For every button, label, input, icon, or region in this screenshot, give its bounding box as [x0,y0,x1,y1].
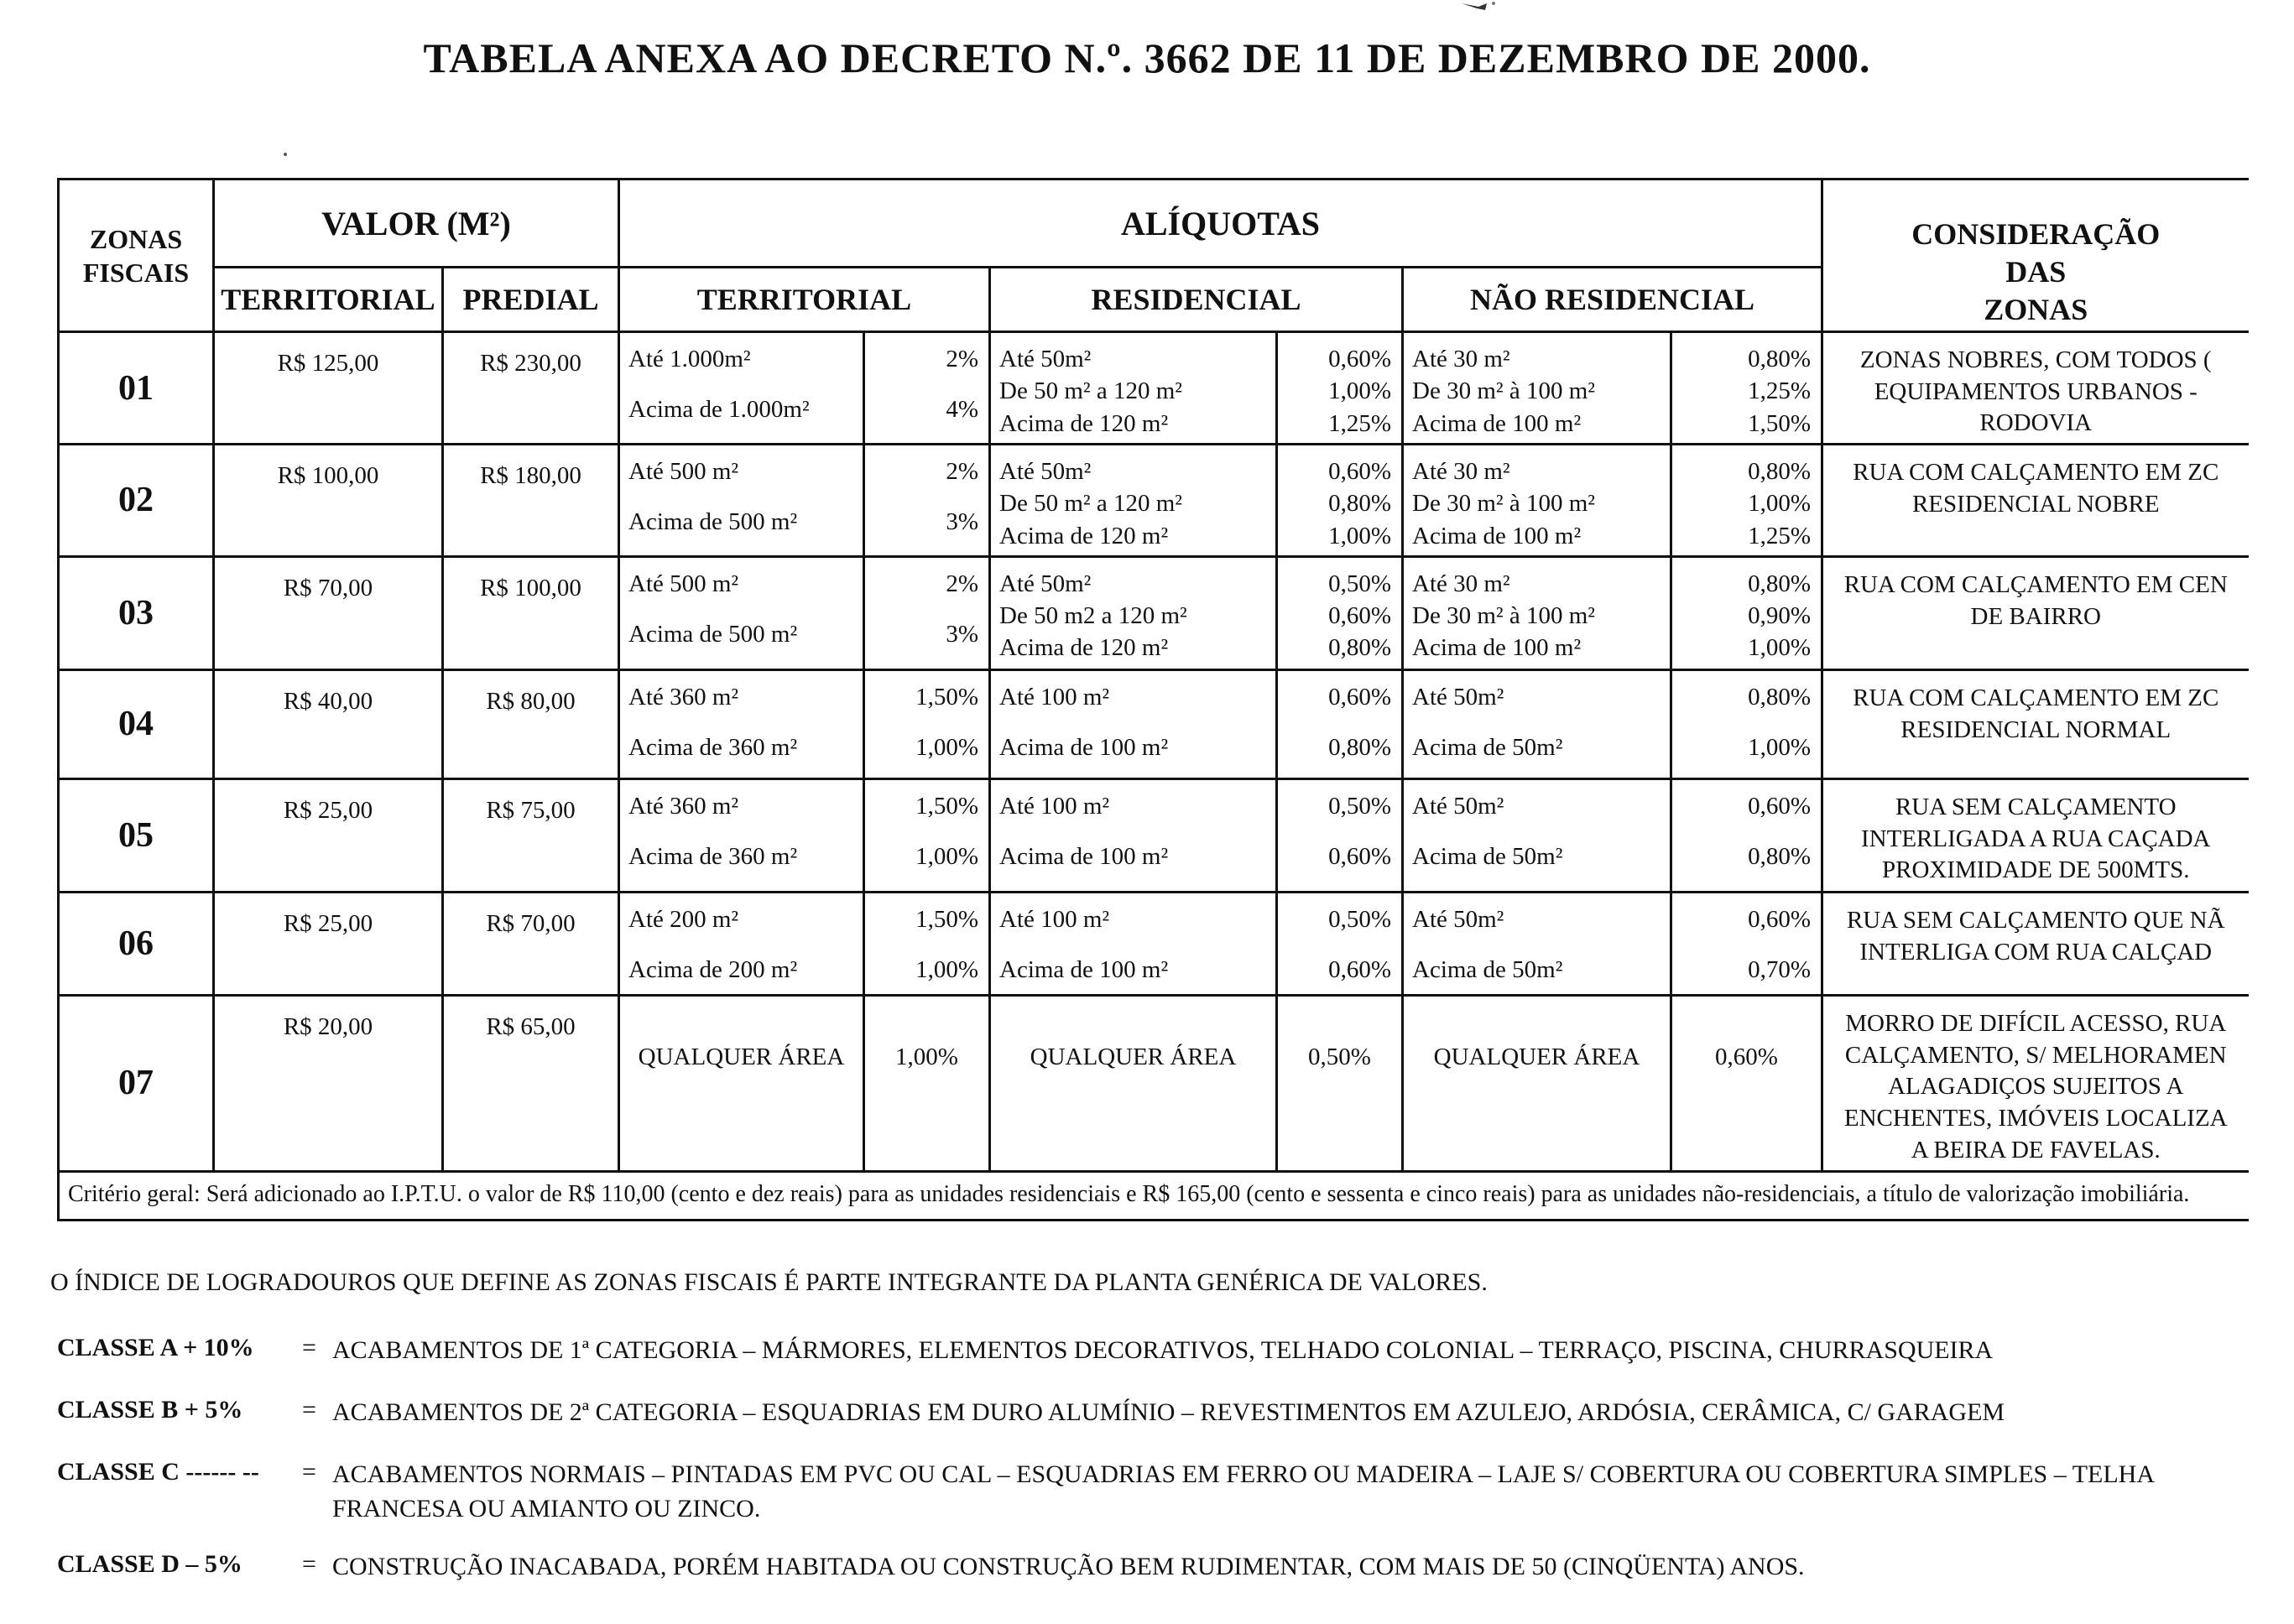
aliq-territorial-limits-line: Até 500 m² [628,570,739,597]
aliq-territorial-limits-line: Acima de 360 m² [628,843,798,871]
valor-predial-cell: R$ 70,00 [443,892,619,995]
aliq-nao-residencial-limits-line: Até 30 m² [1412,570,1510,597]
aliq-residencial-pcts-line: 0,60% [1328,683,1391,710]
aliq-nao-residencial-pcts [1671,445,1822,557]
aliq-residencial-limits [990,445,1277,557]
aliq-nao-residencial-limits [1403,778,1671,892]
consideracao-line: RODOVIA [1979,409,2093,437]
header-aliq-territorial: TERRITORIAL [619,268,990,332]
header-zonas-fiscais [59,180,214,332]
table-row-zona-06 [59,892,2249,995]
consideracao-line: MORRO DE DIFÍCIL ACESSO, RUA [1845,1009,2227,1037]
aliq-territorial-limits [619,778,864,892]
aliq-residencial-pct: 0,50% [1277,995,1403,1171]
aliq-territorial-pcts-line: 1,50% [915,905,978,933]
aliq-residencial-limits-line: Acima de 100 m² [999,734,1169,762]
valor-territorial-cell: R$ 70,00 [214,556,443,669]
header-consideracao-line1: CONSIDERAÇÃO [1911,217,2161,251]
aliq-residencial-limits-line: Até 100 m² [999,683,1110,710]
aliq-residencial-limits-line: Até 50m² [999,458,1092,486]
valor-predial-cell: R$ 80,00 [443,669,619,778]
table-body [59,332,2249,1172]
zona-number: 07 [59,995,214,1171]
aliq-nao-residencial-pcts [1671,556,1822,669]
consideracao-line: CALÇAMENTO, S/ MELHORAMEN [1844,1041,2227,1069]
header-valor: VALOR (M²) [214,180,619,268]
tax-table [57,178,2249,1221]
valor-predial-cell: R$ 180,00 [443,445,619,557]
classe-b-equals: = [302,1396,316,1424]
aliq-nao-residencial-pcts-line: 0,90% [1748,602,1811,630]
consideracao-line: EQUIPAMENTOS URBANOS - [1874,377,2198,405]
valor-predial-cell: R$ 75,00 [443,778,619,892]
classe-c-label: CLASSE C ------ -- [57,1458,259,1486]
classe-d-label: CLASSE D – 5% [57,1550,242,1578]
aliq-territorial-limits-line: Até 360 m² [628,792,739,820]
aliq-residencial-limits-line: Acima de 120 m² [999,409,1169,437]
aliq-territorial-limits-line: Até 500 m² [628,458,739,486]
header-consideracao-line2: DAS [2005,255,2067,289]
aliq-nao-residencial-pcts-line: 0,80% [1748,683,1811,710]
classe-b-row [57,1396,2255,1430]
aliq-nao-residencial-pcts-line: 1,25% [1748,522,1811,549]
zona-number: 04 [59,669,214,778]
aliq-residencial-pcts-line: 1,00% [1328,522,1391,549]
aliq-residencial-pcts-line: 0,60% [1328,843,1391,871]
aliq-territorial-limits-line: Acima de 500 m² [628,621,798,648]
aliq-nao-residencial-limits-line: Acima de 50m² [1412,734,1563,762]
aliq-territorial-pcts [864,556,990,669]
classe-d-text: CONSTRUÇÃO INACABADA, PORÉM HABITADA OU CONSTRUÇÃO BEM RUDIMENTAR, COM MAIS DE 50 (CINQÜENTA) ANOS. [332,1553,1805,1580]
consideracao-line: RUA SEM CALÇAMENTO [1895,793,2177,820]
aliq-residencial-pcts [1277,332,1403,445]
aliq-territorial-limits-line: Até 360 m² [628,683,739,710]
valor-predial-cell: R$ 100,00 [443,556,619,669]
aliq-territorial-pct: 1,00% [864,995,990,1171]
aliq-residencial-limits-line: De 50 m2 a 120 m² [999,602,1187,630]
aliq-residencial-pcts-line: 0,60% [1328,956,1391,984]
aliq-nao-residencial-limits-line: Até 50m² [1412,683,1504,710]
aliq-residencial-pcts [1277,445,1403,557]
aliq-territorial-limits-line: Acima de 200 m² [628,956,798,984]
aliq-nao-residencial-area: QUALQUER ÁREA [1403,995,1671,1171]
aliq-residencial-limits-line: Até 50m² [999,346,1092,372]
aliq-residencial-limits-line: Acima de 120 m² [999,634,1169,662]
table-row-zona-01 [59,332,2249,445]
aliq-territorial-pcts-line: 1,00% [915,956,978,984]
consideracao-cell [1822,995,2249,1171]
classe-d-equals: = [302,1550,316,1578]
header-aliq-residencial: RESIDENCIAL [990,268,1403,332]
aliq-territorial-pcts [864,669,990,778]
consideracao-cell [1822,556,2249,669]
aliq-territorial-pcts-line: 2% [946,458,978,486]
aliq-territorial-limits [619,445,864,557]
table-row-zona-04 [59,669,2249,778]
aliq-territorial-area: QUALQUER ÁREA [619,995,864,1171]
header-consideracao [1822,180,2249,332]
consideracao-line: RUA COM CALÇAMENTO EM ZC [1853,459,2219,487]
consideracao-line: RUA COM CALÇAMENTO EM CEN [1843,570,2228,598]
aliq-residencial-pcts-line: 1,00% [1328,377,1391,405]
zona-number: 05 [59,778,214,892]
aliq-nao-residencial-pcts [1671,778,1822,892]
table-row-zona-05 [59,778,2249,892]
aliq-territorial-limits [619,892,864,995]
valor-territorial-cell: R$ 25,00 [214,892,443,995]
aliq-residencial-pcts-line: 0,50% [1328,570,1391,597]
aliq-residencial-limits [990,556,1277,669]
aliq-residencial-pcts [1277,669,1403,778]
aliq-nao-residencial-pcts-line: 1,25% [1748,377,1811,405]
valor-predial-cell: R$ 65,00 [443,995,619,1171]
classe-c-text: ACABAMENTOS NORMAIS – PINTADAS EM PVC OU CAL – ESQUADRIAS EM FERRO OU MADEIRA – LAJE S/ COBERTURA OU COBERTURA SIMPLES – TELHA FRANCESA OU AMIANTO OU ZINCO. [332,1460,2154,1522]
aliq-residencial-limits [990,332,1277,445]
classe-a-text: ACABAMENTOS DE 1ª CATEGORIA – MÁRMORES, ELEMENTOS DECORATIVOS, TELHADO COLONIAL – TERRAÇO, PISCINA, CHURRASQUEIRA [332,1336,1994,1364]
aliq-residencial-pcts [1277,892,1403,995]
header-consideracao-line3: ZONAS [1984,293,2088,326]
aliq-territorial-limits [619,332,864,445]
table-row-zona-02 [59,445,2249,557]
header-zonas-line1: ZONAS [89,223,183,254]
classe-c-equals: = [302,1458,316,1486]
criterio-geral: Critério geral: Será adicionado ao I.P.T.U. o valor de R$ 110,00 (cento e dez reais) para as unidades residenciais e R$ 165,00 (cento e sessenta e cinco reais) para as unidades não-residenciais, a título de valorização imobiliária. [59,1171,2249,1220]
aliq-nao-residencial-limits-line: Acima de 100 m² [1412,522,1582,549]
consideracao-line: INTERLIGADA A RUA CAÇADA [1861,825,2211,852]
classe-a-label: CLASSE A + 10% [57,1334,254,1361]
aliq-nao-residencial-pcts [1671,332,1822,445]
aliq-nao-residencial-pcts-line: 1,00% [1748,490,1811,518]
valor-territorial-cell: R$ 20,00 [214,995,443,1171]
aliq-territorial-limits [619,556,864,669]
aliq-nao-residencial-pcts-line: 0,80% [1748,458,1811,486]
aliq-nao-residencial-pcts-line: 0,60% [1748,792,1811,820]
aliq-territorial-pcts-line: 3% [946,621,978,648]
aliq-nao-residencial-pcts-line: 1,50% [1748,409,1811,437]
aliq-residencial-pcts-line: 0,60% [1328,458,1391,486]
consideracao-line: ENCHENTES, IMÓVEIS LOCALIZA [1843,1104,2228,1132]
valor-territorial-cell: R$ 125,00 [214,332,443,445]
consideracao-line: A BEIRA DE FAVELAS. [1911,1136,2161,1163]
classe-b-label: CLASSE B + 5% [57,1396,243,1424]
aliq-residencial-limits-line: Até 100 m² [999,905,1110,933]
aliq-nao-residencial-limits-line: De 30 m² à 100 m² [1412,602,1595,630]
aliq-territorial-limits [619,669,864,778]
aliq-residencial-pcts-line: 1,25% [1328,409,1391,437]
aliq-territorial-limits-line: Até 200 m² [628,905,739,933]
classe-a-equals: = [302,1334,316,1361]
aliq-residencial-limits-line: De 50 m² a 120 m² [999,377,1182,405]
aliq-nao-residencial-limits [1403,892,1671,995]
aliq-residencial-pcts-line: 0,60% [1328,602,1391,630]
aliq-nao-residencial-limits-line: De 30 m² à 100 m² [1412,377,1595,405]
aliq-nao-residencial-pcts-line: 0,80% [1748,346,1811,372]
header-zonas-line2: FISCAIS [82,257,190,288]
aliq-residencial-limits [990,669,1277,778]
consideracao-line: RUA COM CALÇAMENTO EM ZC [1853,684,2219,711]
table-row-zona-07 [59,995,2249,1171]
aliq-nao-residencial-pcts-line: 1,00% [1748,734,1811,762]
aliq-territorial-pcts-line: 2% [946,570,978,597]
aliq-territorial-pcts [864,778,990,892]
aliq-territorial-pcts [864,332,990,445]
consideracao-cell [1822,445,2249,557]
aliq-nao-residencial-pcts-line: 0,70% [1748,956,1811,984]
aliq-nao-residencial-limits-line: Até 30 m² [1412,346,1510,372]
consideracao-line: RESIDENCIAL NORMAL [1900,716,2171,743]
aliq-residencial-limits [990,892,1277,995]
zona-number: 03 [59,556,214,669]
aliq-nao-residencial-limits-line: De 30 m² à 100 m² [1412,490,1595,518]
zona-number: 02 [59,445,214,557]
aliq-residencial-pcts-line: 0,50% [1328,792,1391,820]
aliq-residencial-pcts [1277,778,1403,892]
valor-territorial-cell: R$ 25,00 [214,778,443,892]
aliq-nao-residencial-pcts [1671,669,1822,778]
aliq-residencial-pcts-line: 0,80% [1328,734,1391,762]
zona-number: 01 [59,332,214,445]
aliq-territorial-pcts-line: 4% [946,396,978,424]
scan-dust-dot [284,153,287,156]
classe-d-row [57,1550,2255,1585]
scan-artifact-mark [1460,0,1497,12]
valor-territorial-cell: R$ 100,00 [214,445,443,557]
aliq-territorial-pcts-line: 3% [946,508,978,536]
valor-territorial-cell: R$ 40,00 [214,669,443,778]
aliq-residencial-limits-line: De 50 m² a 120 m² [999,490,1182,518]
aliq-territorial-pcts [864,445,990,557]
table-row-zona-03 [59,556,2249,669]
consideracao-line: RUA SEM CALÇAMENTO QUE NÃ [1846,906,2225,934]
aliq-residencial-pcts-line: 0,50% [1328,905,1391,933]
aliq-nao-residencial-limits [1403,556,1671,669]
classe-a-row [57,1334,2255,1368]
aliq-nao-residencial-limits-line: Acima de 50m² [1412,956,1563,984]
aliq-nao-residencial-limits-line: Acima de 100 m² [1412,409,1582,437]
aliq-residencial-limits-line: Acima de 120 m² [999,522,1169,549]
header-aliquotas: ALÍQUOTAS [619,180,1822,268]
aliq-territorial-pcts-line: 1,50% [915,792,978,820]
aliq-nao-residencial-limits-line: Até 30 m² [1412,458,1510,486]
aliq-residencial-pcts-line: 0,60% [1328,346,1391,372]
aliq-territorial-pcts [864,892,990,995]
aliq-territorial-limits-line: Até 1.000m² [628,346,751,372]
aliq-nao-residencial-limits-line: Até 50m² [1412,792,1504,820]
consideracao-line: ZONAS NOBRES, COM TODOS ( [1859,346,2212,373]
aliq-nao-residencial-pcts-line: 0,80% [1748,570,1811,597]
aliq-nao-residencial-limits [1403,669,1671,778]
aliq-nao-residencial-limits [1403,445,1671,557]
aliq-territorial-pcts-line: 1,50% [915,683,978,710]
classe-b-text: ACABAMENTOS DE 2ª CATEGORIA – ESQUADRIAS EM DURO ALUMÍNIO – REVESTIMENTOS EM AZULEJO, ARDÓSIA, CERÂMICA, C/ GARAGEM [332,1398,2005,1426]
aliq-territorial-pcts-line: 1,00% [915,734,978,762]
aliq-nao-residencial-pcts-line: 0,60% [1748,905,1811,933]
consideracao-line: ALAGADIÇOS SUJEITOS A [1888,1073,2184,1101]
consideracao-cell [1822,778,2249,892]
aliq-nao-residencial-limits-line: Acima de 100 m² [1412,634,1582,662]
indice-logradouros-note: O ÍNDICE DE LOGRADOUROS QUE DEFINE AS ZONAS FISCAIS É PARTE INTEGRANTE DA PLANTA GENÉRICA DE VALORES. [50,1268,1488,1296]
header-aliq-nao-residencial: NÃO RESIDENCIAL [1403,268,1822,332]
consideracao-line: INTERLIGA COM RUA CALÇAD [1859,938,2213,966]
aliq-residencial-pcts-line: 0,80% [1328,490,1391,518]
aliq-territorial-pcts-line: 1,00% [915,843,978,871]
header-valor-territorial: TERRITORIAL [214,268,443,332]
tax-table-container [57,178,2247,1221]
zona-number: 06 [59,892,214,995]
aliq-residencial-limits-line: Acima de 100 m² [999,956,1169,984]
classe-c-row [57,1458,2255,1526]
aliq-residencial-limits [990,778,1277,892]
consideracao-line: RESIDENCIAL NOBRE [1911,490,2160,518]
aliq-territorial-limits-line: Acima de 360 m² [628,734,798,762]
consideracao-cell [1822,332,2249,445]
aliq-residencial-pcts-line: 0,80% [1328,634,1391,662]
consideracao-line: PROXIMIDADE DE 500MTS. [1881,856,2190,884]
consideracao-line: DE BAIRRO [1970,602,2101,630]
aliq-nao-residencial-limits [1403,332,1671,445]
consideracao-cell [1822,892,2249,995]
aliq-nao-residencial-limits-line: Acima de 50m² [1412,843,1563,871]
document-title: TABELA ANEXA AO DECRETO N.º. 3662 DE 11 DE DEZEMBRO DE 2000. [423,34,1871,81]
aliq-residencial-limits-line: Acima de 100 m² [999,843,1169,871]
aliq-nao-residencial-limits-line: Até 50m² [1412,905,1504,933]
aliq-residencial-limits-line: Até 100 m² [999,792,1110,820]
aliq-residencial-pcts [1277,556,1403,669]
aliq-nao-residencial-pcts-line: 0,80% [1748,843,1811,871]
valor-predial-cell: R$ 230,00 [443,332,619,445]
aliq-territorial-limits-line: Acima de 500 m² [628,508,798,536]
aliq-residencial-limits-line: Até 50m² [999,570,1092,597]
aliq-residencial-area: QUALQUER ÁREA [990,995,1277,1171]
consideracao-cell [1822,669,2249,778]
aliq-nao-residencial-pcts [1671,892,1822,995]
aliq-territorial-pcts-line: 2% [946,346,978,372]
header-valor-predial: PREDIAL [443,268,619,332]
aliq-territorial-limits-line: Acima de 1.000m² [628,396,810,424]
aliq-nao-residencial-pcts-line: 1,00% [1748,634,1811,662]
aliq-nao-residencial-pct: 0,60% [1671,995,1822,1171]
